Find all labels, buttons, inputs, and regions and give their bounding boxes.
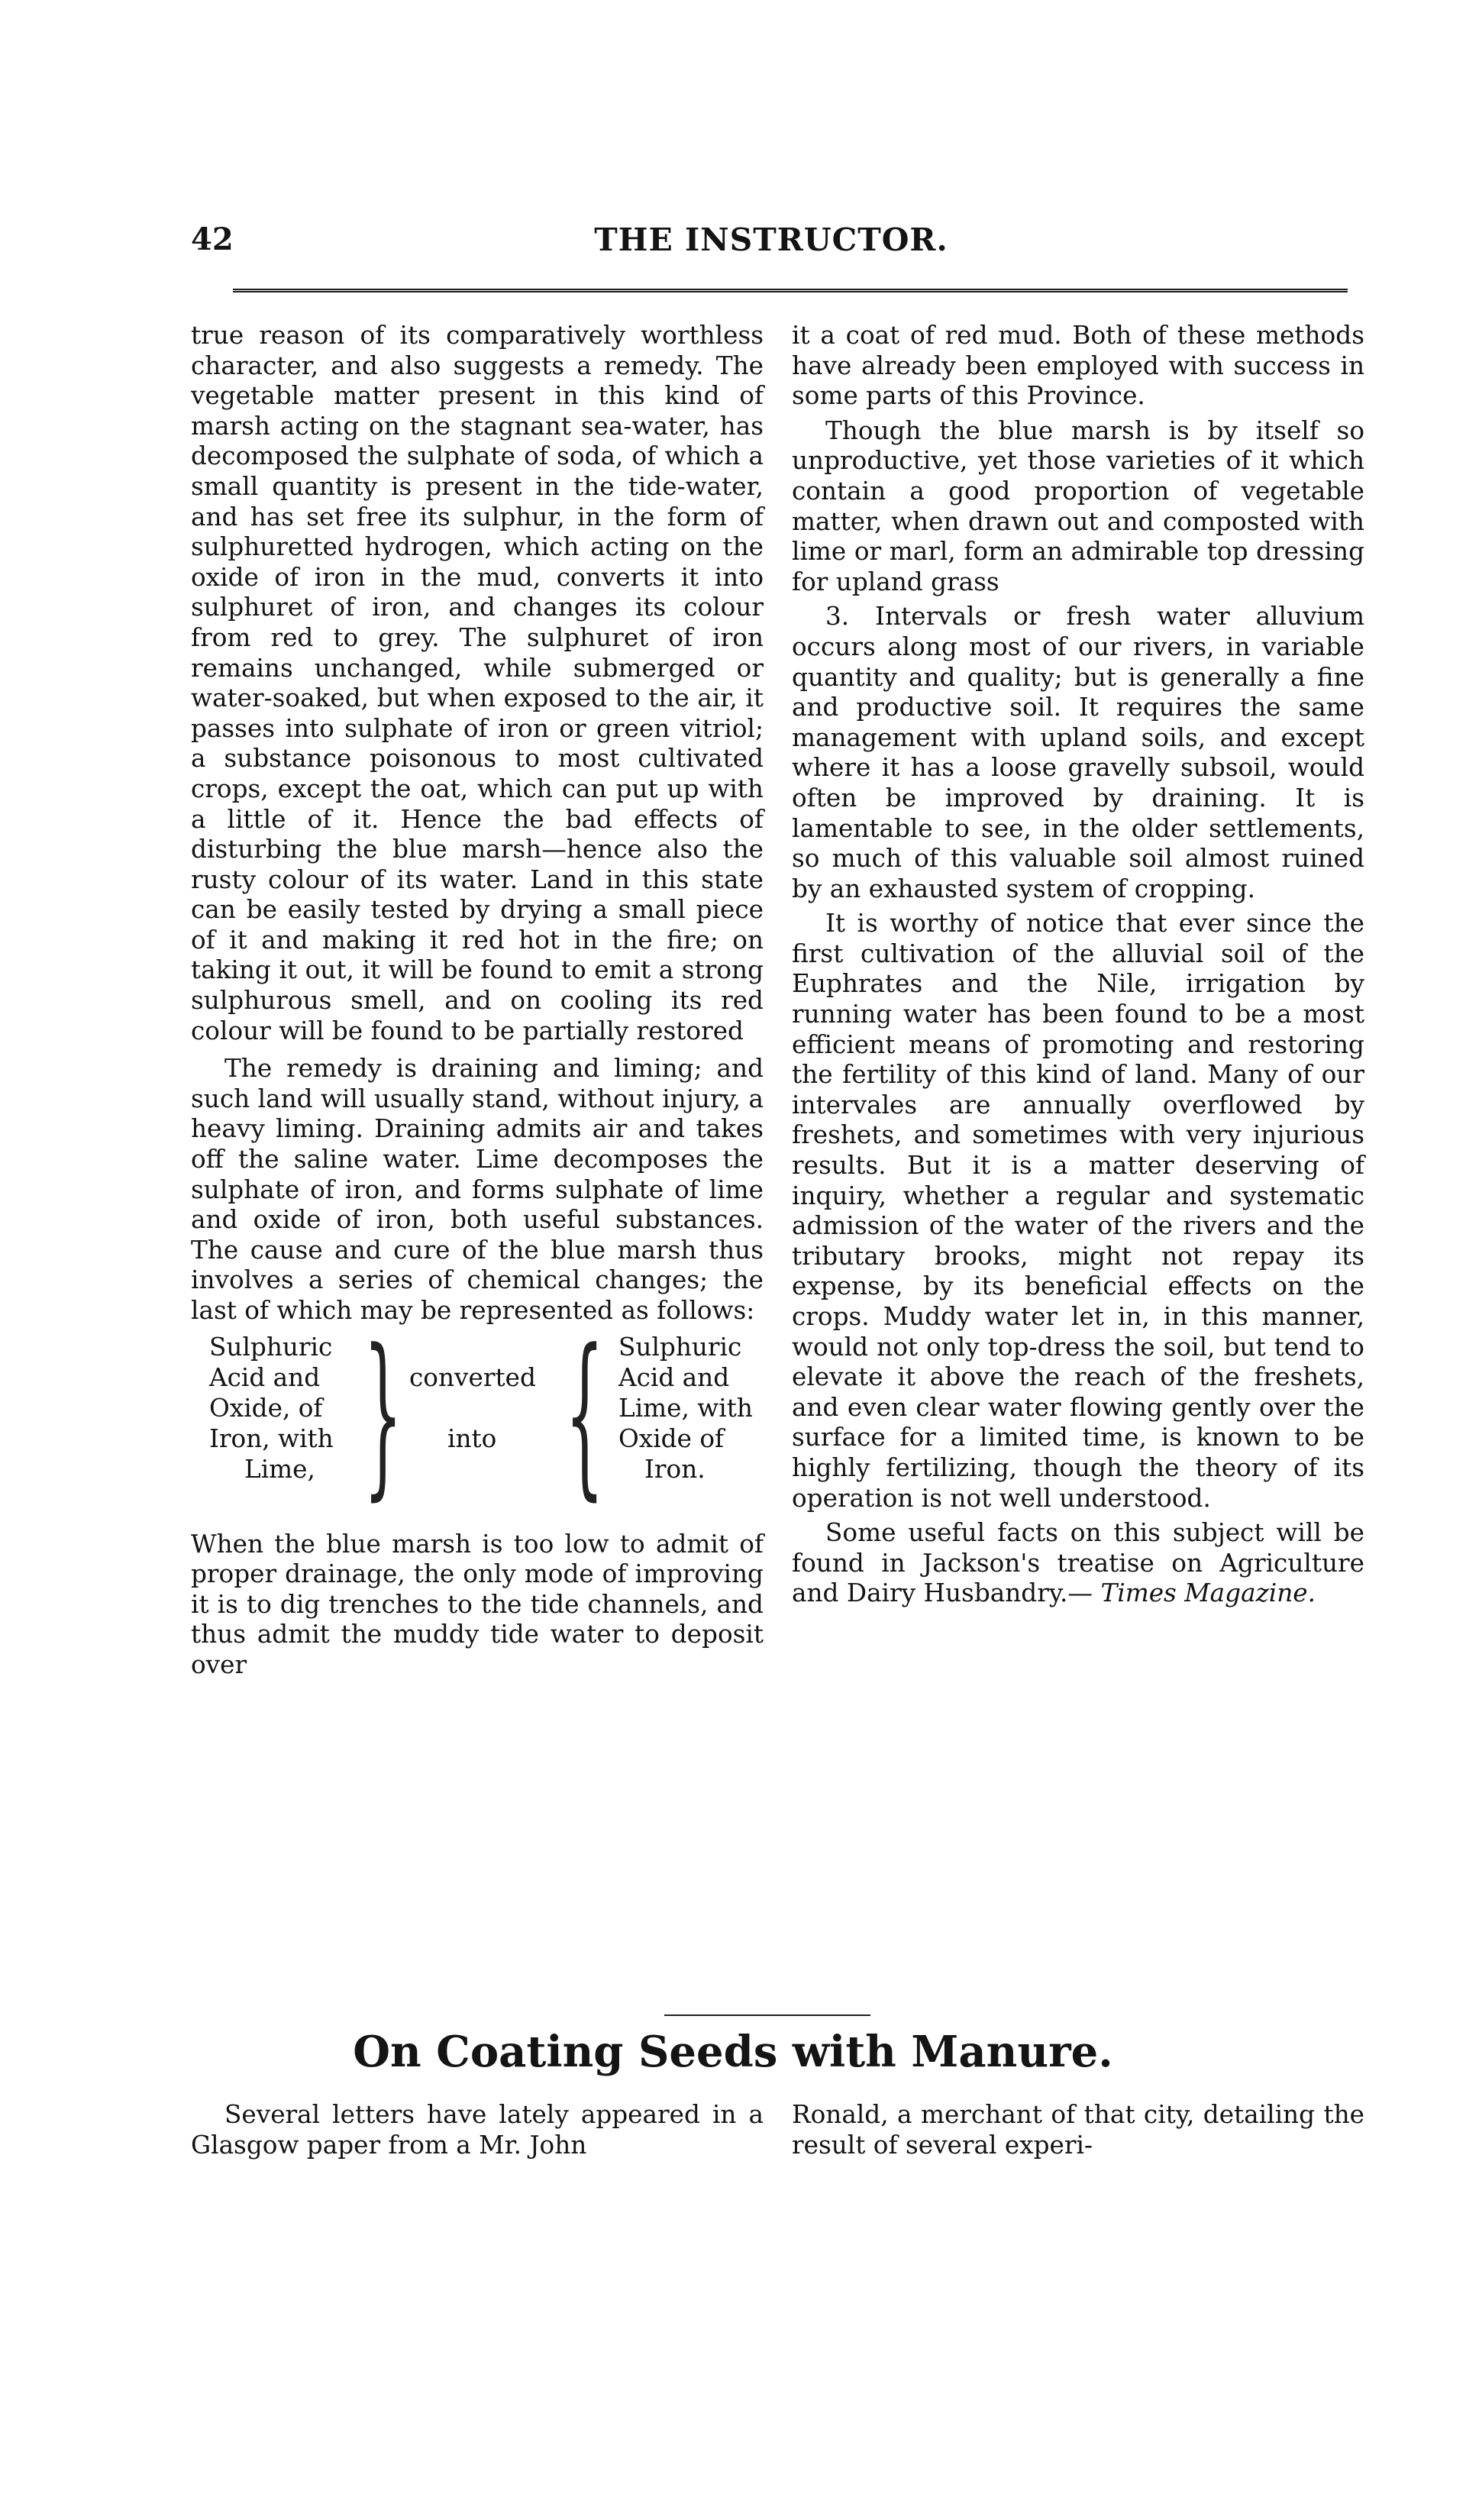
right-paragraph-5 — [792, 1518, 1364, 1609]
formula-right-3: Lime, with — [618, 1393, 753, 1423]
source-citation: Times Magazine. — [1100, 1578, 1316, 1608]
formula-right-4: Oxide of — [618, 1423, 725, 1453]
formula-left-1: Sulphuric — [209, 1332, 333, 1362]
section-divider — [664, 2014, 870, 2016]
left-paragraph-2: The remedy is draining and liming; and such land will usually stand, without injury, a heavy liming. Draining admits air and takes off the saline water. Lime decomposes the sulphate of iron, and forms sulphate of lime and oxide of iron, both useful substances. The cause and cure of the blue marsh thus involves a series of chemical changes; the last of which may be represented as follows: — [191, 1054, 764, 1325]
page-number: 42 — [191, 221, 234, 257]
right-paragraph-3: 3. Intervals or fresh water alluvium occurs along most of our rivers, in variable quantity and quality; but is generally a fine and productive soil. It requires the same management with upland soils, and except where it has a loose gravelly subsoil, would often be improved by draining. It is lamentable to see, in the older settlements, so much of this valuable soil almost ruined by an exhausted system of cropping. — [792, 602, 1364, 903]
right-paragraph-5-text: Some useful facts on this subject will be found in Jackson's treatise on Agriculture and Dairy Husbandry.— — [792, 1518, 1364, 1608]
formula-brace-right: { — [565, 1312, 605, 1517]
right-paragraph-1: it a coat of red mud. Both of these methods have already been employed with success in some parts of this Province. — [792, 321, 1364, 411]
section-title: On Coating Seeds with Manure. — [353, 2027, 1113, 2077]
left-paragraph-1: true reason of its comparatively worthless character, and also suggests a remedy. The vegetable matter present in this kind of marsh acting on the stagnant sea-water, has decomposed the sulphate of soda, of which a small quantity is present in the tide-water, and has set free its sulphur, in the form of sulphuretted hydrogen, which acting on the oxide of iron in the mud, converts it into sulphuret of iron, and changes its colour from red to grey. The sulphuret of iron remains unchanged, while submerged or water-soaked, but when exposed to the air, it passes into sulphate of iron or green vitriol; a substance poisonous to most cultivated crops, except the oat, which can put up with a little of it. Hence the bad effects of disturbing the blue marsh—hence also the rusty colour of its water. Land in this state can be easily tested by drying a small piece of it and making it red hot in the fire; on taking it out, it will be found to emit a strong sulphurous smell, and on cooling its red colour will be found to be partially restored — [191, 321, 764, 1045]
left-paragraph-3: When the blue marsh is too low to admit of proper drainage, the only mode of improving it is to dig trenches to the tide channels, and thus admit the muddy tide water to deposit over — [191, 1529, 764, 1679]
left-column — [191, 321, 764, 1681]
formula-right-5: Iron. — [644, 1454, 706, 1484]
formula-left-5: Lime, — [244, 1454, 315, 1484]
section-left-text: Several letters have lately appeared in a Glasgow paper from a Mr. John — [191, 2100, 764, 2160]
formula-middle-1: converted — [409, 1362, 536, 1392]
section-right-column — [792, 2100, 1364, 2160]
formula-left-3: Oxide, of — [209, 1393, 323, 1423]
formula-left-4: Iron, with — [209, 1423, 334, 1453]
right-column — [792, 321, 1364, 1609]
formula-left-2: Acid and — [209, 1362, 321, 1392]
formula-right-1: Sulphuric — [618, 1332, 742, 1362]
chemical-formula — [191, 1312, 756, 1523]
section-left-column — [191, 2100, 764, 2160]
running-head: THE INSTRUCTOR. — [594, 221, 948, 258]
header-rule — [233, 289, 1348, 292]
right-paragraph-4: It is worthy of notice that ever since the first cultivation of the alluvial soil of the Euphrates and the Nile, irrigation by running water has been found to be a most efficient means of promoting and restoring the fertility of this kind of land. Many of our intervales are annually overflowed by freshets, and sometimes with very injurious results. But it is a matter deserving of inquiry, whether a regular and systematic admission of the water of the rivers and the tributary brooks, might not repay its expense, by its beneficial effects on the crops. Muddy water let in, in this manner, would not only top-dress the soil, but tend to elevate it above the reach of the freshets, and even clear water flowing gently over the surface for a limited time, is known to be highly fertilizing, though the theory of its operation is not well understood. — [792, 909, 1364, 1513]
section-right-text: Ronald, a merchant of that city, detailing the result of several experi- — [792, 2100, 1364, 2160]
formula-brace-left: } — [363, 1312, 403, 1517]
formula-right-2: Acid and — [618, 1362, 730, 1392]
page-header — [191, 221, 1351, 267]
formula-middle-2: into — [447, 1423, 497, 1453]
right-paragraph-2: Though the blue marsh is by itself so unproductive, yet those varieties of it which contain a good proportion of vegetable matter, when drawn out and composted with lime or marl, form an admirable top dressing for upland grass — [792, 415, 1364, 596]
